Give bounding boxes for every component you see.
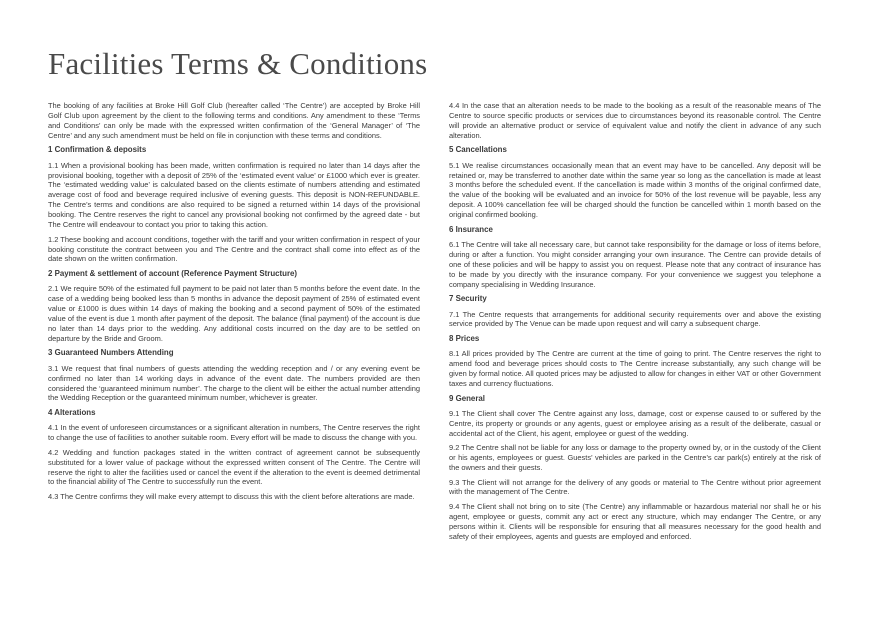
section-heading-security: 7 Security — [449, 294, 487, 304]
section-heading-confirmation: 1 Confirmation & deposits — [48, 145, 147, 155]
clause-4-1: 4.1 In the event of unforeseen circumstances or a significant alteration in numbers, The Centre reserves the right to change the use of facilities to another suitable room. Every effort will be made to discuss the change with you. — [48, 423, 420, 443]
clause-9-1: 9.1 The Client shall cover The Centre against any loss, damage, cost or expense caused to or suffered by the Centre, its property or grounds or any agents, guest or employee arising as a result of the deliberate, casual or accidental act of the Client, his agent, employee or guest of the wedding. — [449, 408, 821, 438]
clause-1-1: 1.1 When a provisional booking has been made, written confirmation is required no later than 14 days after the provisional booking, together with a deposit of 25% of the ‘estimated event value’ or £1000 which ever is greater. The ‘estimated wedding value’ is calculated based on the clients estimate of numbers attending and estimated average cost of food and beverage required inclusive of evening guests. This deposit is NON-REFUNDABLE. The Centre’s terms and conditions are also required to be signed a returned within 14 days of the provisional booking. The Centre reserves the right to cancel any provisional booking not confirmed by the agreed date - but The Centre will endeavour to contact you prior to taking this action. — [48, 160, 420, 230]
clause-4-3: 4.3 The Centre confirms they will make every attempt to discuss this with the client before alterations are made. — [48, 492, 415, 501]
clause-4-2: 4.2 Wedding and function packages stated in the written contract of agreement cannot be subsequently substituted for a lower value of package without the expressed written consent of The Centre. The Centre will reserve the right to alter the facilities used or cancel the event if the alteration to the event is deemed detrimental to the financial ability of The Centre to successfully run the event. — [48, 447, 420, 487]
clause-8-1: 8.1 All prices provided by The Centre are current at the time of going to print. The Centre reserves the right to amend food and beverage prices should costs to The Centre increase substantially, any such change will be given by formal notice. All quoted prices may be adjusted to allow for changes in either VAT or other Government taxes and currency fluctuations. — [449, 349, 821, 388]
section-heading-payment: 2 Payment & settlement of account (Reference Payment Structure) — [48, 268, 298, 278]
right-column — [449, 101, 821, 546]
clause-3-1: 3.1 We request that final numbers of guests attending the wedding reception and / or any evening event be confirmed no later than 14 working days in advance of the event date. The numbers provided are then considered the ‘guaranteed minimum number’. The charge to the client will be either the actual number attending the Wedding Reception or the guaranteed minimum number, whichever is greater. — [48, 363, 420, 403]
section-heading-cancellations: 5 Cancellations — [449, 145, 507, 155]
clause-4-4: 4.4 In the case that an alteration needs to be made to the booking as a result of the reasonable means of The Centre to source specific products or services due to circumstances beyond its reasonable control. The Centre will provide an alternative product or service of equivalent value and notify the client in advance of any such alteration. — [449, 101, 821, 140]
clause-1-2: 1.2 These booking and account conditions, together with the tariff and your written confirmation in respect of your booking constitute the contract between you and The Centre and the contract shall come into effect as of the date shown on the written confirmation. — [48, 234, 420, 264]
section-heading-insurance: 6 Insurance — [449, 224, 493, 234]
clause-9-3: 9.3 The Client will not arrange for the delivery of any goods or material to The Centre without prior agreement with the management of The Centre. — [449, 477, 821, 497]
section-heading-guaranteed-numbers: 3 Guaranteed Numbers Attending — [48, 348, 174, 358]
clause-9-4: 9.4 The Client shall not bring on to site (The Centre) any inflammable or hazardous material nor shall he or his agent, employee or guests, commit any act or erect any structure, which may endanger The Centre, or any persons within it. Clients will be responsible for ensuring that all measures necessary for the good health and safety of their employees, agents and guests are employed and enforced. — [449, 501, 821, 541]
intro-paragraph: The booking of any facilities at Broke Hill Golf Club (hereafter called ‘The Centre’) are accepted by Broke Hill Golf Club upon agreement by the client to the following terms and conditions. Any amendment to these ‘Terms and Conditions’ can only be made with the expressed written confirmation of the ‘General Manager’ of ‘The Centre’ and any such amendment must be held on file in conjunction with these terms and conditions. — [48, 101, 420, 140]
page-title: Facilities Terms & Conditions — [48, 46, 428, 81]
section-heading-alterations: 4 Alterations — [48, 407, 96, 417]
section-heading-general: 9 General — [449, 393, 485, 403]
left-column — [48, 101, 420, 507]
section-heading-prices: 8 Prices — [449, 333, 480, 343]
clause-7-1: 7.1 The Centre requests that arrangements for additional security requirements over and above the existing service provided by The Venue can be made upon request and will carry a subsequent charge. — [449, 309, 821, 329]
clause-6-1: 6.1 The Centre will take all necessary care, but cannot take responsibility for the damage or loss of items before, during or after a function. You might consider arranging your own insurance. The Centre can provide details of one of these policies and will be happy to assist you on request. Please note that any contract of insurance has to be made by you directly with the insurance company. For your convenience we suggest you telephone a company specialising in Wedding Insurance. — [449, 240, 821, 289]
clause-2-1: 2.1 We require 50% of the estimated full payment to be paid not later than 5 months before the event date. In the case of a wedding being booked less than 5 months in advance the deposit payment of 25% of estimated event value or £1000 is dues within 14 days of making the booking and a second payment of 50% of the estimated value of the event is due 1 month after payment of the deposit. The balance (final payment) of the account is due no later than 14 days prior to the wedding. Any additional costs incurred on the day are to be settled on departure by the Bride and Groom. — [48, 284, 420, 343]
clause-9-2: 9.2 The Centre shall not be liable for any loss or damage to the property owned by, or in the custody of the Client or his agents, employees or guest. Guests’ vehicles are parked in the Centre’s car park(s) entirely at the risk of the owners and their guests. — [449, 443, 821, 473]
clause-5-1: 5.1 We realise circumstances occasionally mean that an event may have to be cancelled. Any deposit will be retained or, may be transferred to another date within the same year so long as the cancellation is made at least 3 months before the scheduled event. If the cancellation is made within 3 months of the original confirmed date, the value of the booking will be evaluated and an invoice for 50% of the lost revenue will be payable, less any deposit. A 100% cancellation fee will be charged should the function be cancelled within 1 month based on the original confirmed booking. — [449, 160, 821, 220]
